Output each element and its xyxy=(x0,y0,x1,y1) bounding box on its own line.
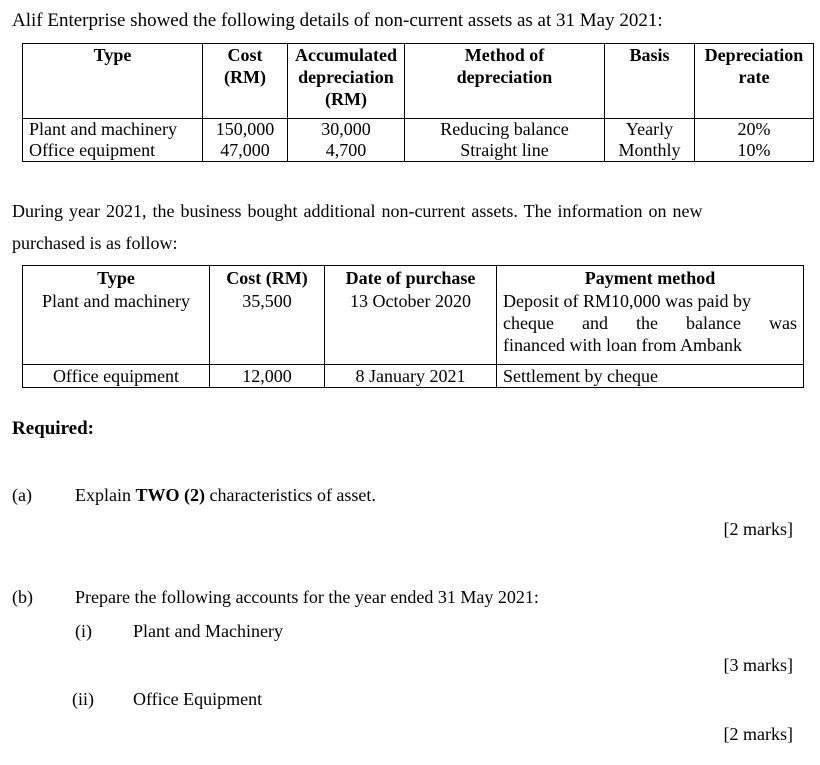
cell-cost: 12,000 xyxy=(210,365,325,388)
required-heading: Required: xyxy=(12,418,94,439)
purchases-table xyxy=(22,265,804,388)
question-b-i-label: (i) xyxy=(75,621,92,641)
table-row xyxy=(23,140,814,162)
question-a-label: (a) xyxy=(12,485,32,505)
table-row xyxy=(23,290,804,365)
cell-basis: Yearly xyxy=(605,119,695,141)
paragraph-line-1: During year 2021, the business bought additional non-current assets. The information on new xyxy=(12,201,703,221)
header-type: Type xyxy=(23,44,203,119)
cell-type: Office equipment xyxy=(23,365,210,388)
header-cost: Cost (RM) xyxy=(210,266,325,291)
question-b-text: Prepare the following accounts for the year ended 31 May 2021: xyxy=(75,587,539,607)
cell-method: Straight line xyxy=(405,140,605,162)
cell-date: 8 January 2021 xyxy=(325,365,497,388)
question-a-text: Explain TWO (2) characteristics of asset. xyxy=(75,485,376,505)
cell-basis: Monthly xyxy=(605,140,695,162)
cell-type: Office equipment xyxy=(23,140,203,162)
cell-type: Plant and machinery xyxy=(23,290,210,365)
question-b-ii-text: Office Equipment xyxy=(133,689,263,709)
paragraph-line-2: purchased is as follow: xyxy=(12,233,178,253)
payment-line-3: financed with loan from Ambank xyxy=(503,335,742,355)
question-b-i-marks: [3 marks] xyxy=(723,655,793,675)
cell-accum: 30,000 xyxy=(288,119,405,141)
intro-text: Alif Enterprise showed the following details of non-current assets as at 31 May 2021: xyxy=(12,10,663,31)
question-b-ii-marks: [2 marks] xyxy=(723,724,793,744)
cell-payment xyxy=(497,290,804,365)
header-rate: Depreciation rate xyxy=(695,44,814,119)
header-basis: Basis xyxy=(605,44,695,119)
payment-line-1: Deposit of RM10,000 was paid by xyxy=(503,291,751,311)
question-b-label: (b) xyxy=(12,587,33,607)
table-row xyxy=(23,119,814,141)
header-payment: Payment method xyxy=(497,266,804,291)
header-date: Date of purchase xyxy=(325,266,497,291)
cell-cost: 150,000 xyxy=(203,119,288,141)
table-row xyxy=(23,365,804,388)
cell-date: 13 October 2020 xyxy=(325,290,497,365)
question-b-i-text: Plant and Machinery xyxy=(133,621,283,641)
cell-rate: 20% xyxy=(695,119,814,141)
header-method: Method of depreciation xyxy=(405,44,605,119)
cell-cost: 35,500 xyxy=(210,290,325,365)
cell-cost: 47,000 xyxy=(203,140,288,162)
question-b-ii-label: (ii) xyxy=(72,689,94,709)
cell-rate: 10% xyxy=(695,140,814,162)
assets-table-header xyxy=(23,44,814,119)
cell-payment: Settlement by cheque xyxy=(497,365,804,388)
header-type: Type xyxy=(23,266,210,291)
assets-table xyxy=(22,43,814,162)
payment-line-2: cheque and the balance was xyxy=(503,313,797,333)
header-cost: Cost (RM) xyxy=(203,44,288,119)
question-a-marks: [2 marks] xyxy=(723,519,793,539)
cell-accum: 4,700 xyxy=(288,140,405,162)
purchases-table-header xyxy=(23,266,804,291)
cell-type: Plant and machinery xyxy=(23,119,203,141)
header-accumulated-depreciation: Accumulated depreciation (RM) xyxy=(288,44,405,119)
cell-method: Reducing balance xyxy=(405,119,605,141)
